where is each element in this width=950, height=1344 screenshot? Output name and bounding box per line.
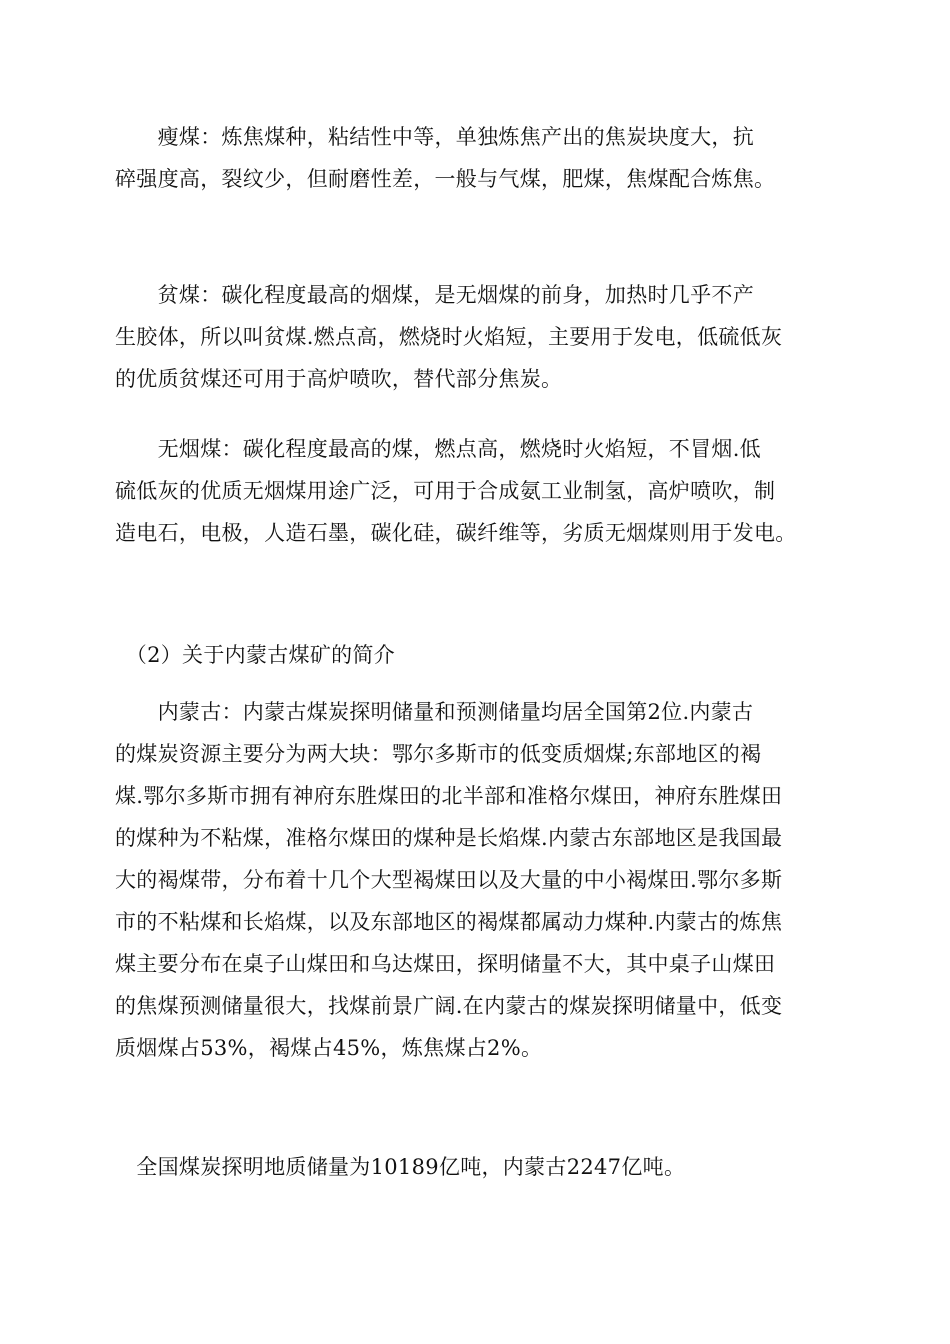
paragraph-anthracite [115, 428, 815, 554]
text-line: 大的褐煤带，分布着十几个大型褐煤田以及大量的中小褐煤田.鄂尔多斯 [115, 868, 783, 892]
text-line: 煤.鄂尔多斯市拥有神府东胜煤田的北半部和准格尔煤田，神府东胜煤田 [115, 784, 783, 808]
text-line: 市的不粘煤和长焰煤，以及东部地区的褐煤都属动力煤种.内蒙古的炼焦 [115, 910, 783, 934]
paragraph-lean-bituminous-coal [115, 274, 815, 400]
text-line: 硫低灰的优质无烟煤用途广泛，可用于合成氨工业制氢，高炉喷吹，制 [115, 479, 776, 503]
paragraph-inner-mongolia [115, 691, 815, 1069]
text-line: 的煤种为不粘煤，准格尔煤田的煤种是长焰煤.内蒙古东部地区是我国最 [115, 826, 783, 850]
text-line: 全国煤炭探明地质储量为10189亿吨，内蒙古2247亿吨。 [115, 1155, 686, 1179]
text-line: 造电石，电极，人造石墨，碳化硅，碳纤维等，劣质无烟煤则用于发电。 [115, 521, 797, 545]
text-line: 的焦煤预测储量很大，找煤前景广阔.在内蒙古的煤炭探明储量中，低变 [115, 994, 783, 1018]
text-line: 贫煤：碳化程度最高的烟煤，是无烟煤的前身，加热时几乎不产 [115, 283, 754, 307]
text-line: 煤主要分布在桌子山煤田和乌达煤田，探明储量不大，其中桌子山煤田 [115, 952, 776, 976]
section-heading-inner-mongolia [115, 634, 815, 676]
paragraph-national-reserves [115, 1146, 815, 1188]
text-line: 内蒙古：内蒙古煤炭探明储量和预测储量均居全国第2位.内蒙古 [115, 700, 754, 724]
text-line: 质烟煤占53%，褐煤占45%，炼焦煤占2%。 [115, 1036, 543, 1060]
heading-line: （2）关于内蒙古煤矿的简介 [115, 643, 396, 667]
paragraph-lean-coal [115, 116, 815, 200]
text-line: 碎强度高，裂纹少，但耐磨性差，一般与气煤，肥煤，焦煤配合炼焦。 [115, 167, 776, 191]
text-line: 的煤炭资源主要分为两大块：鄂尔多斯市的低变质烟煤;东部地区的褐 [115, 742, 762, 766]
text-line: 的优质贫煤还可用于高炉喷吹，替代部分焦炭。 [115, 367, 563, 391]
text-line: 无烟煤：碳化程度最高的煤，燃点高，燃烧时火焰短，不冒烟.低 [115, 437, 761, 461]
text-line: 瘦煤：炼焦煤种，粘结性中等，单独炼焦产出的焦炭块度大，抗 [115, 125, 754, 149]
text-line: 生胶体，所以叫贫煤.燃点高，燃烧时火焰短，主要用于发电，低硫低灰 [115, 325, 783, 349]
